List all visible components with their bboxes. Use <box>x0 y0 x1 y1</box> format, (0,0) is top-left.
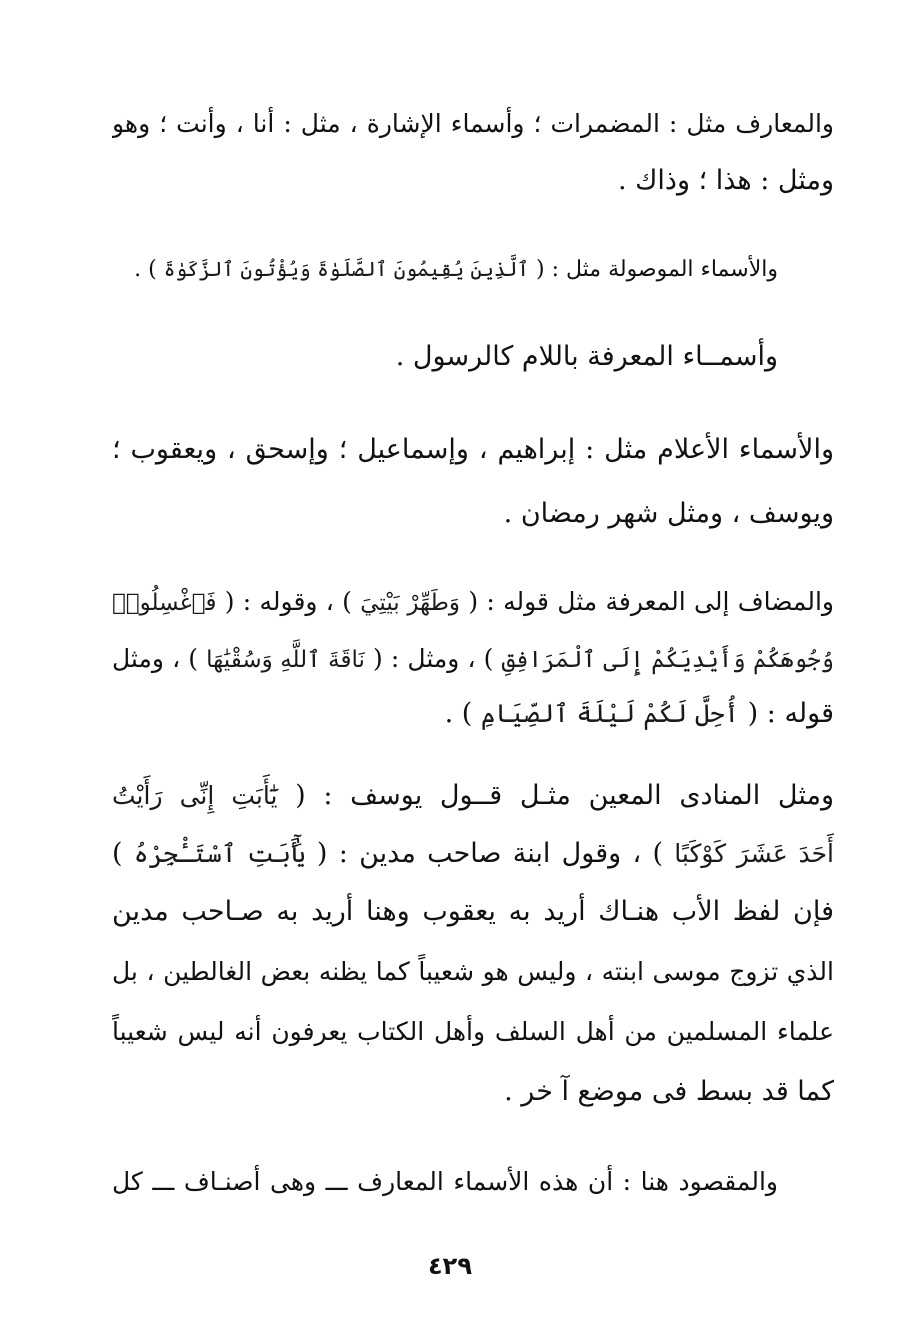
text-line <box>112 1008 834 1056</box>
line-text: ) ، ومثل : ( <box>364 644 502 673</box>
text-line <box>112 333 834 381</box>
text-line <box>112 1068 834 1116</box>
quran-verse: أُحِلَّ لَكُمْ لَيْلَةَ ٱلصِّيَامِ <box>480 699 740 728</box>
line-text: ) ، ومثل <box>112 644 207 673</box>
text-line <box>112 1158 834 1206</box>
quran-verse: فَٱغْسِلُوا۟ <box>112 590 217 616</box>
text-line <box>112 690 834 738</box>
quran-verse: يَٰٓأَبَتِ إِنِّى رَأَيْتُ <box>112 781 278 810</box>
text-line <box>112 772 834 820</box>
quran-verse: وَطَهِّرْ بَيْتِيَ <box>360 590 461 616</box>
line-text: والأسماء الأعلام مثل : إبراهيم ، وإسماعيل ؛ وإسحق ، ويعقوب ؛ <box>112 434 834 465</box>
line-text: ) <box>112 838 134 869</box>
line-text: ومثل المنادى المعين مثـل قــول يوسف : ( <box>277 780 834 811</box>
text-line <box>112 948 834 996</box>
line-text: ) ، وقوله : ( <box>216 587 361 616</box>
line-text: ) . <box>444 698 481 729</box>
text-line <box>112 245 834 293</box>
line-text: ومثل : هذا ؛ وذاك . <box>618 165 834 196</box>
line-text: والمضاف إلى المعرفة مثل قوله : ( <box>460 587 834 616</box>
text-line <box>112 635 834 683</box>
line-text: الذي تزوج موسى ابنته ، وليس هو شعيباً كما يظنه بعض الغالطين ، بل <box>112 957 834 986</box>
line-text: والمقصود هنا : أن هذه الأسماء المعارف ـــ وهى أصنـاف ـــ كل <box>112 1167 778 1196</box>
quran-verse: وُجُوهَكُمْ وَأَيْدِيَكُمْ إِلَى ٱلْمَرَافِقِ <box>501 647 834 673</box>
line-text: فإن لفظ الأب هنـاك أريد به يعقوب وهنا أريد به صـاحب مدين <box>112 896 834 927</box>
quran-verse: نَاقَةَ ٱللَّهِ وَسُقْيَٰهَا <box>206 647 365 673</box>
text-line <box>112 578 834 626</box>
page-number: ٤٢٩ <box>428 1252 472 1280</box>
text-line <box>112 100 834 148</box>
line-text: وأسمــاء المعرفة باللام كالرسول . <box>395 341 778 372</box>
line-text: قوله : ( <box>739 698 834 729</box>
quran-verse: ٱلَّذِينَ يُقِيمُونَ ٱلصَّلَوٰةَ وَيُؤْتُونَ ٱلزَّكَوٰةَ <box>163 257 530 281</box>
text-line <box>112 888 834 936</box>
line-text: ويوسف ، ومثل شهر رمضان . <box>503 498 834 529</box>
text-line <box>112 830 834 878</box>
line-text: ) ، وقول ابنة صاحب مدين : ( <box>305 838 675 869</box>
line-text: ) . <box>134 257 164 282</box>
quran-verse: يَٰٓأَبَتِ ٱسْتَـْٔجِرْهُ <box>133 839 306 868</box>
text-line <box>112 426 834 474</box>
text-line <box>112 490 834 538</box>
line-text: كما قد بسط فى موضع آ خر . <box>504 1076 834 1107</box>
line-text: علماء المسلمين من أهل السلف وأهل الكتاب يعرفون أنه ليس شعيباً <box>112 1017 834 1046</box>
line-text: والمعارف مثل : المضمرات ؛ وأسماء الإشارة ، مثل : أنا ، وأنت ؛ وهو <box>112 109 834 138</box>
line-text: والأسماء الموصولة مثل : ( <box>529 257 778 282</box>
quran-verse: أَحَدَ عَشَرَ كَوْكَبًا <box>674 839 834 868</box>
text-line <box>112 157 834 205</box>
